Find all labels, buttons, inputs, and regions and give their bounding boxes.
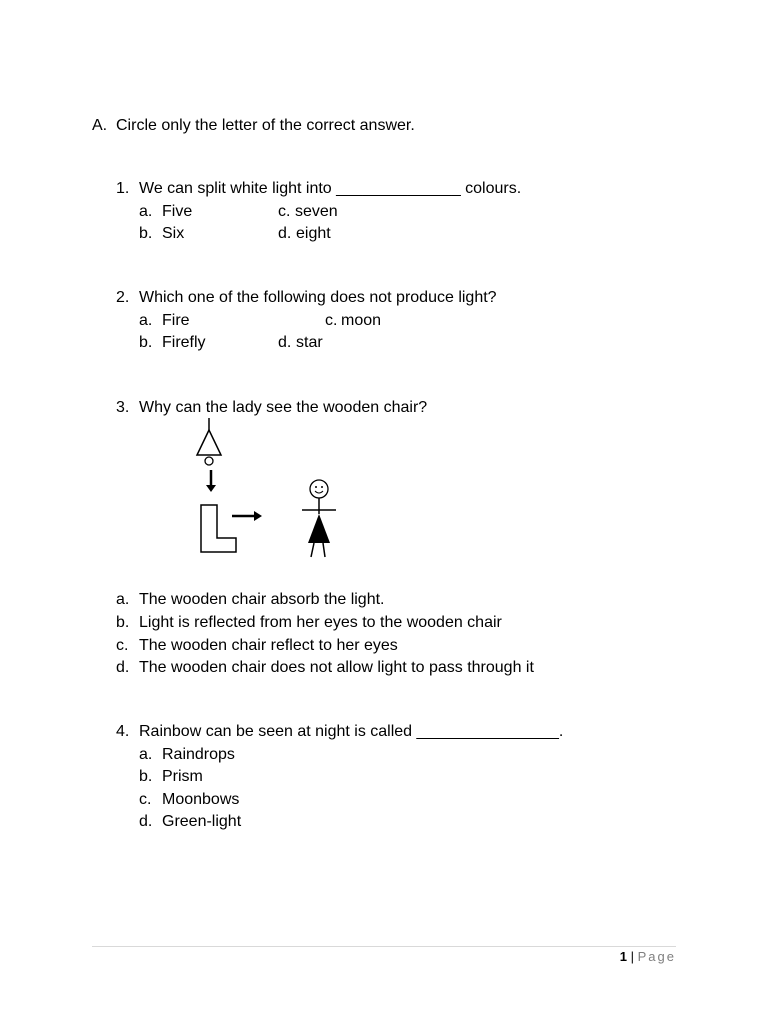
light-reflection-diagram [190, 418, 350, 564]
page-word: Page [637, 949, 676, 964]
option-text: Raindrops [162, 746, 235, 763]
option-text: seven [295, 203, 338, 220]
option-letter: d. [278, 225, 292, 242]
option-letter: b. [139, 768, 153, 785]
question-number: 2. [116, 289, 130, 306]
option-letter: a. [139, 203, 153, 220]
option-letter: d. [116, 659, 130, 676]
option-letter: c. [325, 312, 338, 329]
option-text: Five [162, 203, 193, 220]
question-number: 3. [116, 399, 130, 416]
page-footer [0, 948, 676, 966]
chair-icon [201, 505, 236, 552]
question-text: We can split white light into ______________ colours. [139, 180, 522, 197]
option-text: The wooden chair reflect to her eyes [139, 637, 398, 654]
option-letter: a. [116, 591, 130, 608]
option-text: Fire [162, 312, 190, 329]
option-letter: a. [139, 746, 153, 763]
page-number: 1 [619, 949, 627, 964]
question-number: 1. [116, 180, 130, 197]
option-text: eight [296, 225, 331, 242]
footer-separator: | [630, 949, 634, 964]
option-text: The wooden chair does not allow light to pass through it [139, 659, 534, 676]
option-text: The wooden chair absorb the light. [139, 591, 385, 608]
option-text: Moonbows [162, 791, 240, 808]
option-letter: d. [278, 334, 292, 351]
option-text: Light is reflected from her eyes to the wooden chair [139, 614, 502, 631]
option-text: Six [162, 225, 185, 242]
option-letter: d. [139, 813, 153, 830]
footer-divider [92, 946, 676, 947]
option-letter: a. [139, 312, 153, 329]
lady-icon [302, 480, 336, 557]
option-letter: c. [139, 791, 152, 808]
question-text: Why can the lady see the wooden chair? [139, 399, 428, 416]
option-letter: b. [116, 614, 130, 631]
option-letter: b. [139, 334, 153, 351]
option-text: Prism [162, 768, 203, 785]
section-letter: A. [92, 117, 108, 134]
question-number: 4. [116, 723, 130, 740]
arrow-down-icon [206, 470, 216, 492]
option-text: star [296, 334, 323, 351]
section-instruction: Circle only the letter of the correct answer. [116, 117, 415, 134]
option-text: Firefly [162, 334, 206, 351]
question-text: Which one of the following does not produce light? [139, 289, 497, 306]
option-text: Green-light [162, 813, 242, 830]
option-letter: c. [116, 637, 129, 654]
option-letter: b. [139, 225, 153, 242]
arrow-right-icon [232, 511, 262, 521]
lamp-icon [197, 418, 221, 465]
option-letter: c. [278, 203, 291, 220]
option-text: moon [341, 312, 382, 329]
question-text: Rainbow can be seen at night is called ________________. [139, 723, 564, 740]
